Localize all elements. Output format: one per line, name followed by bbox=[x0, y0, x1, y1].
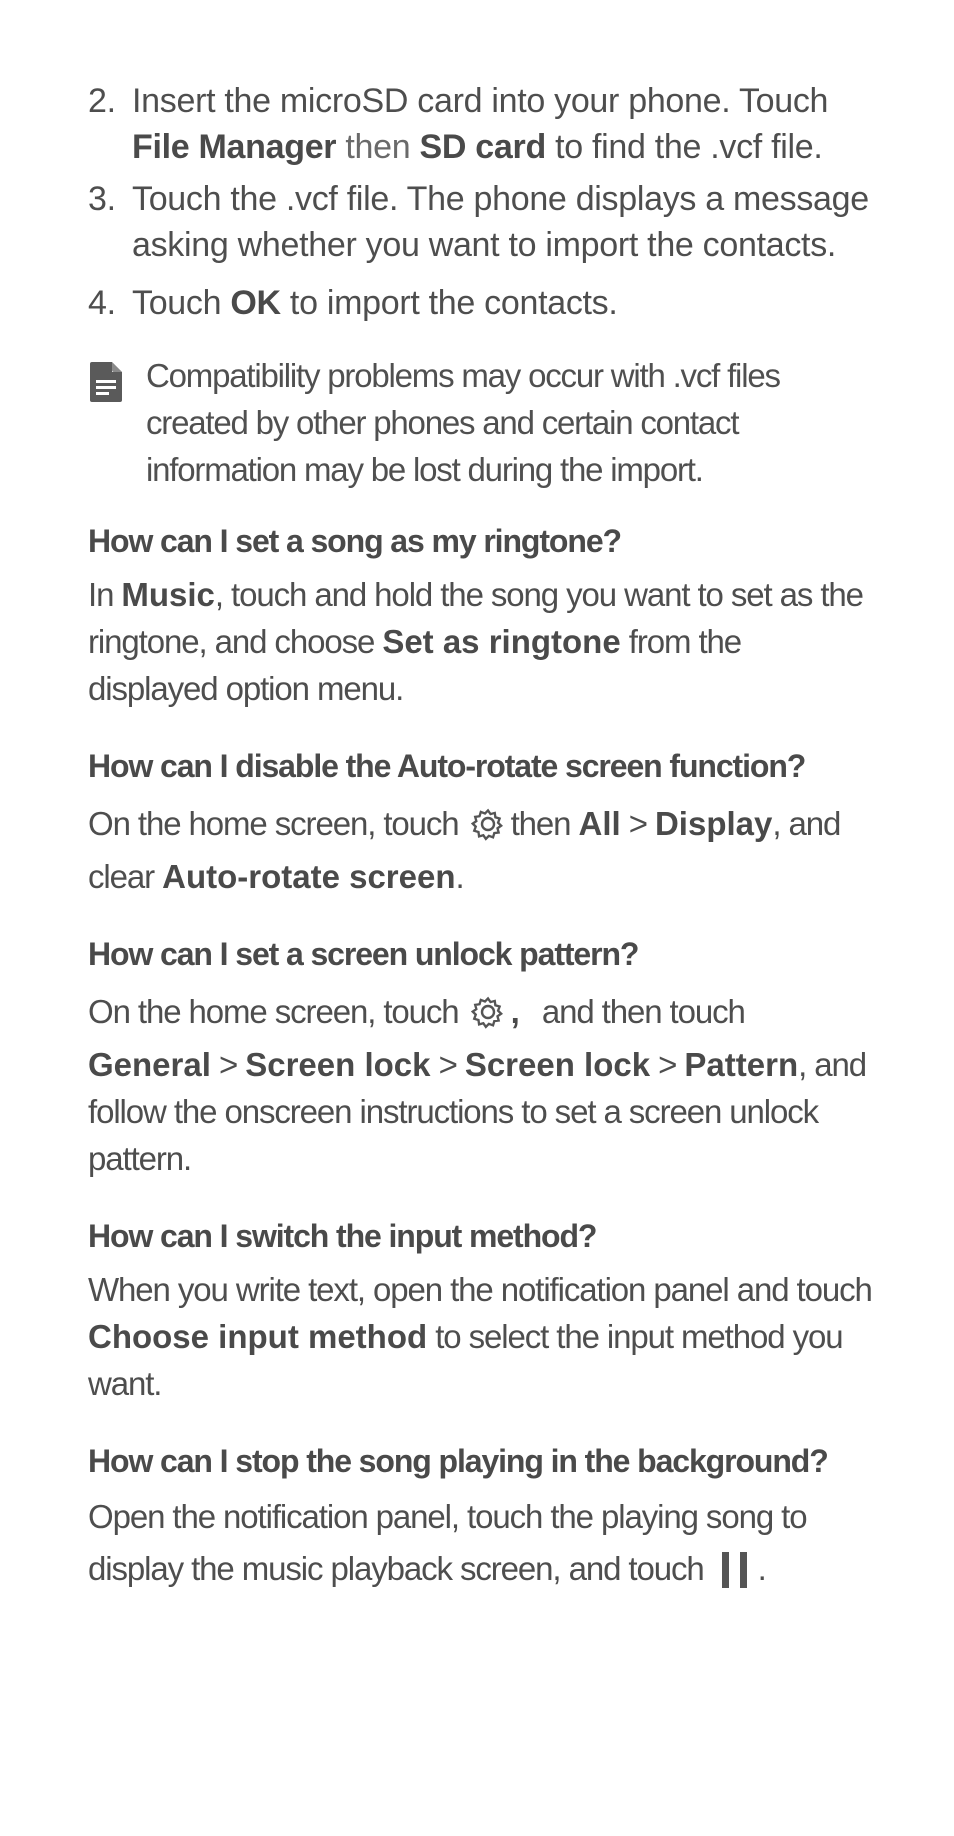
step-number: 4. bbox=[88, 284, 116, 322]
note-box bbox=[88, 352, 878, 493]
screen-lock-label: Screen lock bbox=[245, 1046, 431, 1083]
settings-gear-icon bbox=[471, 994, 505, 1041]
faq-answer-autorotate: On the home screen, touch then All > Display, and clear Auto-rotate screen. bbox=[88, 805, 841, 895]
faq-answer-stop: Open the notification panel, touch the playing song to display the music playback screen, and touch . bbox=[88, 1491, 878, 1605]
faq-question-stop: How can I stop the song playing in the background? bbox=[88, 1443, 828, 1479]
settings-gear-icon bbox=[471, 806, 505, 853]
step-text: Touch OK to import the contacts. bbox=[132, 284, 618, 322]
set-as-ringtone-label: Set as ringtone bbox=[382, 623, 621, 660]
all-label: All bbox=[578, 805, 621, 842]
general-label: General bbox=[88, 1046, 211, 1083]
display-label: Display bbox=[654, 805, 773, 842]
step-number: 2. bbox=[88, 82, 116, 120]
music-label: Music bbox=[121, 576, 215, 613]
note-document-icon bbox=[88, 352, 146, 493]
choose-input-method-label: Choose input method bbox=[88, 1318, 428, 1355]
faq-question-unlock: How can I set a screen unlock pattern? bbox=[88, 936, 639, 972]
help-page bbox=[88, 78, 878, 1605]
step-text: Insert the microSD card into your phone. Touch File Manager then SD card to find the .vcf file. bbox=[132, 82, 829, 166]
faq-answer-ringtone: In Music, touch and hold the song you want to set as the ringtone, and choose Set as ringtone from the displayed option menu. bbox=[88, 576, 863, 707]
step-2 bbox=[88, 78, 878, 170]
faq-answer-unlock: On the home screen, touch , and then touch General > Screen lock > Screen lock > Pattern, and follow the onscreen instructions to set a screen unlock pattern. bbox=[88, 993, 867, 1177]
sd-card-label: SD card bbox=[419, 128, 546, 166]
faq-answer-input: When you write text, open the notification panel and touch Choose input method to select the input method you want. bbox=[88, 1271, 872, 1402]
step-3 bbox=[88, 176, 878, 268]
step-4 bbox=[88, 280, 878, 326]
faq-question-ringtone: How can I set a song as my ringtone? bbox=[88, 523, 621, 559]
step-number: 3. bbox=[88, 180, 116, 218]
file-manager-label: File Manager bbox=[132, 128, 337, 166]
faq-question-input: How can I switch the input method? bbox=[88, 1218, 597, 1254]
note-text: Compatibility problems may occur with .vcf files created by other phones and certain contact information may be lost during the import. bbox=[146, 357, 780, 488]
screen-lock-label: Screen lock bbox=[464, 1046, 651, 1083]
ok-label: OK bbox=[230, 284, 281, 322]
pattern-label: Pattern bbox=[684, 1046, 799, 1083]
pause-icon bbox=[720, 1550, 750, 1605]
step-text: Touch the .vcf file. The phone displays a message asking whether you want to import the contacts. bbox=[132, 180, 869, 264]
auto-rotate-screen-label: Auto-rotate screen bbox=[162, 858, 456, 895]
faq-question-autorotate: How can I disable the Auto-rotate screen function? bbox=[88, 748, 806, 784]
